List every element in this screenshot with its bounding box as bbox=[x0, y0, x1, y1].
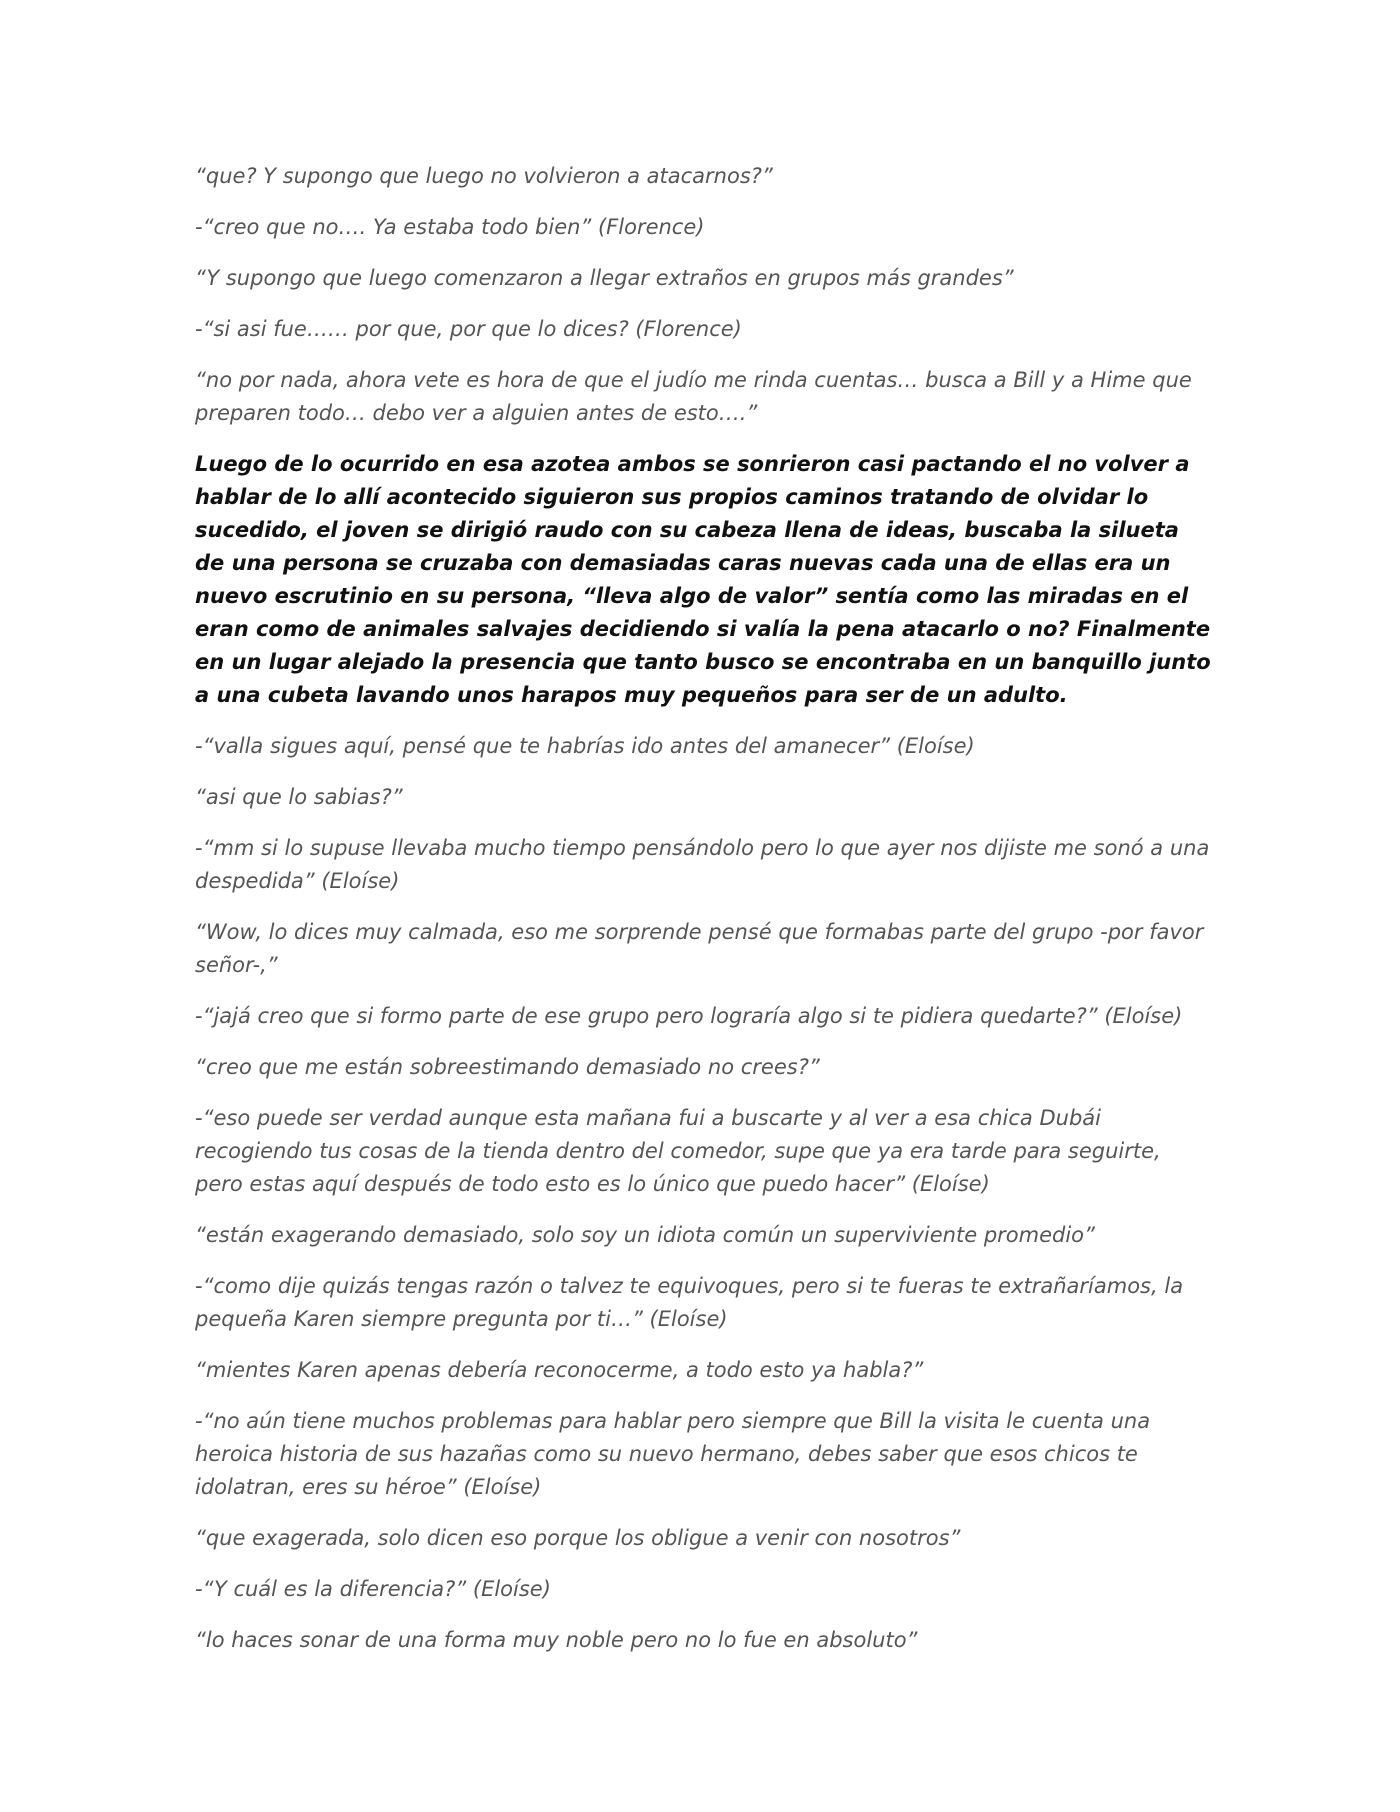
dialogue-line-3: “Y supongo que luego comenzaron a llegar extraños en grupos más grandes” bbox=[195, 266, 1014, 290]
dialogue-line-18: -“Y cuál es la diferencia?” (Eloíse) bbox=[195, 1577, 551, 1601]
dialogue-line-16: -“no aún tiene muchos problemas para hablar pero siempre que Bill la visita le cuenta una heroica historia de sus hazañas como su nuevo hermano, debes saber que esos chicos te idolatran, eres su héroe” (Eloíse) bbox=[195, 1409, 1151, 1499]
dialogue-line-1: “que? Y supongo que luego no volvieron a atacarnos?” bbox=[195, 164, 773, 188]
dialogue-line-7: “asi que lo sabias?” bbox=[195, 785, 403, 809]
dialogue-line-10: -“jajá creo que si formo parte de ese grupo pero lograría algo si te pidiera quedarte?” (Eloíse) bbox=[195, 1004, 1183, 1028]
dialogue-line-2: -“creo que no…. Ya estaba todo bien” (Florence) bbox=[195, 215, 705, 239]
narration-paragraph: Luego de lo ocurrido en esa azotea ambos se sonrieron casi pactando el no volver a hablar de lo allí acontecido siguieron sus propios caminos tratando de olvidar lo sucedido, el joven se dirigió raudo con su cabeza llena de ideas, buscaba la silueta de una persona se cruzaba con demasiadas caras nuevas cada una de ellas era un nuevo escrutinio en su persona, “lleva algo de valor” sentía como las miradas en el eran como de animales salvajes decidiendo si valía la pena atacarlo o no? Finalmente en un lugar alejado la presencia que tanto busco se encontraba en un banquillo junto a una cubeta lavando unos harapos muy pequeños para ser de un adulto. bbox=[195, 452, 1211, 707]
dialogue-line-17: “que exagerada, solo dicen eso porque los obligue a venir con nosotros” bbox=[195, 1526, 961, 1550]
dialogue-line-4: -“si asi fue…… por que, por que lo dices? (Florence) bbox=[195, 317, 742, 341]
dialogue-line-8: -“mm si lo supuse llevaba mucho tiempo pensándolo pero lo que ayer nos dijiste me sonó a una despedida” (Eloíse) bbox=[195, 836, 1210, 893]
dialogue-line-5: “no por nada, ahora vete es hora de que el judío me rinda cuentas… busca a Bill y a Hime que preparen todo… debo ver a alguien antes de esto….” bbox=[195, 368, 1192, 425]
dialogue-line-15: “mientes Karen apenas debería reconocerme, a todo esto ya habla?” bbox=[195, 1358, 924, 1382]
dialogue-line-12: -“eso puede ser verdad aunque esta mañana fui a buscarte y al ver a esa chica Dubái recogiendo tus cosas de la tienda dentro del comedor, supe que ya era tarde para seguirte, pero estas aquí después de todo esto es lo único que puedo hacer” (Eloíse) bbox=[195, 1106, 1161, 1196]
dialogue-line-9: “Wow, lo dices muy calmada, eso me sorprende pensé que formabas parte del grupo -por favor señor-,” bbox=[195, 920, 1204, 977]
dialogue-line-14: -“como dije quizás tengas razón o talvez te equivoques, pero si te fueras te extrañaríamos, la pequeña Karen siempre pregunta por ti…” (Eloíse) bbox=[195, 1274, 1184, 1331]
dialogue-line-6: -“valla sigues aquí, pensé que te habrías ido antes del amanecer” (Eloíse) bbox=[195, 734, 975, 758]
dialogue-line-13: “están exagerando demasiado, solo soy un idiota común un superviviente promedio” bbox=[195, 1223, 1095, 1247]
dialogue-line-19: “lo haces sonar de una forma muy noble pero no lo fue en absoluto” bbox=[195, 1628, 918, 1652]
document-page bbox=[195, 160, 1215, 1675]
dialogue-line-11: “creo que me están sobreestimando demasiado no crees?” bbox=[195, 1055, 820, 1079]
